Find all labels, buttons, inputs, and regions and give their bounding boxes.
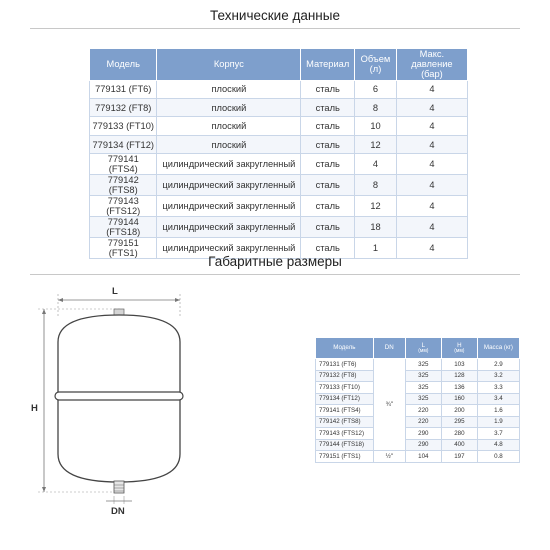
cell-l: 290 xyxy=(405,428,441,440)
cell-model: 779132 (FT8) xyxy=(90,99,157,117)
cell-mass: 3.4 xyxy=(477,393,519,405)
cell-mass: 4.8 xyxy=(477,439,519,451)
cell-model: 779144 (FTS18) xyxy=(316,439,374,451)
table-row xyxy=(90,217,468,238)
cell-l: 325 xyxy=(405,393,441,405)
dims-col-l-unit: (мм) xyxy=(418,347,429,354)
h-arrow-bottom xyxy=(42,487,46,492)
l-arrow-right xyxy=(175,298,180,302)
col-body: Корпус xyxy=(157,49,301,81)
table-row xyxy=(90,175,468,196)
cell-model: 779133 (FT10) xyxy=(316,382,374,394)
cell-model: 779151 (FTS1) xyxy=(90,238,157,259)
cell-body: цилиндрический закругленный xyxy=(157,154,301,175)
dims-heading: Габаритные размеры xyxy=(208,254,342,269)
cell-mass: 1.6 xyxy=(477,405,519,417)
cell-model: 779151 (FTS1) xyxy=(316,451,374,463)
cell-h: 400 xyxy=(441,439,477,451)
dims-table xyxy=(315,337,520,463)
h-arrow-top xyxy=(42,309,46,314)
cell-pressure: 4 xyxy=(396,217,467,238)
cell-body: цилиндрический закругленный xyxy=(157,196,301,217)
label-h: H xyxy=(31,403,38,414)
cell-pressure: 4 xyxy=(396,196,467,217)
tech-data-table xyxy=(89,48,468,259)
dims-col-l xyxy=(405,338,441,359)
cell-body: цилиндрический закругленный xyxy=(157,238,301,259)
cell-dn: ¾" xyxy=(373,359,405,451)
cell-model: 779144 (FTS18) xyxy=(90,217,157,238)
col-model: Модель xyxy=(90,49,157,81)
cell-model: 779134 (FT12) xyxy=(316,393,374,405)
dims-col-h xyxy=(441,338,477,359)
cell-mass: 3.7 xyxy=(477,428,519,440)
table-row xyxy=(316,405,520,417)
table-row xyxy=(90,117,468,135)
table-row xyxy=(90,196,468,217)
cell-volume: 12 xyxy=(355,135,397,153)
cell-dn: ½" xyxy=(373,451,405,463)
cell-h: 136 xyxy=(441,382,477,394)
cell-pressure: 4 xyxy=(396,175,467,196)
cell-volume: 12 xyxy=(355,196,397,217)
cell-model: 779142 (FTS8) xyxy=(316,416,374,428)
cell-volume: 8 xyxy=(355,175,397,196)
cell-material: сталь xyxy=(301,135,355,153)
tech-table-header xyxy=(90,49,468,81)
col-material: Материал xyxy=(301,49,355,81)
cell-mass: 2.9 xyxy=(477,359,519,371)
table-row xyxy=(316,359,520,371)
cell-material: сталь xyxy=(301,217,355,238)
cell-body: плоский xyxy=(157,99,301,117)
cell-model: 779134 (FT12) xyxy=(90,135,157,153)
cell-pressure: 4 xyxy=(396,135,467,153)
cell-l: 325 xyxy=(405,370,441,382)
col-volume-unit: (л) xyxy=(369,64,382,75)
label-dn: DN xyxy=(111,506,125,517)
tank-drawing xyxy=(30,282,200,522)
cell-mass: 0.8 xyxy=(477,451,519,463)
cell-h: 200 xyxy=(441,405,477,417)
label-l: L xyxy=(112,286,118,297)
cell-model: 779131 (FT6) xyxy=(316,359,374,371)
table-row xyxy=(90,154,468,175)
cell-model: 779132 (FT8) xyxy=(316,370,374,382)
table-row xyxy=(316,370,520,382)
cell-pressure: 4 xyxy=(396,80,467,98)
col-volume-label: Объем xyxy=(360,54,391,65)
table-row xyxy=(316,439,520,451)
cell-material: сталь xyxy=(301,117,355,135)
cell-model: 779143 (FTS12) xyxy=(90,196,157,217)
tank-weld-band xyxy=(55,392,183,400)
top-fitting xyxy=(114,309,124,315)
cell-body: цилиндрический закругленный xyxy=(157,175,301,196)
cell-body: цилиндрический закругленный xyxy=(157,217,301,238)
dims-col-l-label: L xyxy=(421,341,426,349)
cell-l: 325 xyxy=(405,359,441,371)
dims-col-model: Модель xyxy=(316,338,374,359)
cell-l: 220 xyxy=(405,416,441,428)
cell-volume: 8 xyxy=(355,99,397,117)
cell-pressure: 4 xyxy=(396,117,467,135)
cell-model: 779131 (FT6) xyxy=(90,80,157,98)
tech-data-heading: Технические данные xyxy=(210,8,340,23)
table-row xyxy=(316,416,520,428)
cell-h: 295 xyxy=(441,416,477,428)
cell-material: сталь xyxy=(301,154,355,175)
cell-model: 779133 (FT10) xyxy=(90,117,157,135)
table-row xyxy=(316,382,520,394)
cell-volume: 1 xyxy=(355,238,397,259)
cell-pressure: 4 xyxy=(396,99,467,117)
cell-pressure: 4 xyxy=(396,238,467,259)
cell-material: сталь xyxy=(301,80,355,98)
cell-h: 197 xyxy=(441,451,477,463)
cell-l: 104 xyxy=(405,451,441,463)
col-pressure xyxy=(396,49,467,81)
cell-model: 779143 (FTS12) xyxy=(316,428,374,440)
table-row xyxy=(316,451,520,463)
col-pressure-unit: (бар) xyxy=(421,69,443,80)
dims-col-h-label: H xyxy=(457,341,462,349)
table-row xyxy=(316,428,520,440)
cell-volume: 10 xyxy=(355,117,397,135)
dims-col-h-unit: (мм) xyxy=(454,347,465,354)
cell-model: 779142 (FTS8) xyxy=(90,175,157,196)
cell-material: сталь xyxy=(301,175,355,196)
cell-material: сталь xyxy=(301,99,355,117)
cell-volume: 4 xyxy=(355,154,397,175)
dims-table-header xyxy=(316,338,520,359)
dims-table-body xyxy=(316,359,520,463)
dims-col-dn: DN xyxy=(373,338,405,359)
dims-col-mass: Масса (кг) xyxy=(477,338,519,359)
table-row xyxy=(90,80,468,98)
cell-h: 160 xyxy=(441,393,477,405)
heading-divider-2 xyxy=(30,274,520,275)
cell-mass: 3.3 xyxy=(477,382,519,394)
cell-l: 290 xyxy=(405,439,441,451)
col-pressure-label: Макс. давление xyxy=(411,49,453,70)
cell-material: сталь xyxy=(301,196,355,217)
cell-mass: 1.9 xyxy=(477,416,519,428)
tech-table-body xyxy=(90,80,468,259)
cell-body: плоский xyxy=(157,135,301,153)
cell-h: 128 xyxy=(441,370,477,382)
cell-material: сталь xyxy=(301,238,355,259)
table-row xyxy=(90,99,468,117)
table-row xyxy=(90,135,468,153)
cell-l: 220 xyxy=(405,405,441,417)
cell-body: плоский xyxy=(157,80,301,98)
cell-model: 779141 (FTS4) xyxy=(90,154,157,175)
cell-mass: 3.2 xyxy=(477,370,519,382)
cell-volume: 18 xyxy=(355,217,397,238)
cell-h: 103 xyxy=(441,359,477,371)
l-arrow-left xyxy=(58,298,63,302)
cell-l: 325 xyxy=(405,382,441,394)
col-volume xyxy=(355,49,397,81)
cell-volume: 6 xyxy=(355,80,397,98)
table-row xyxy=(316,393,520,405)
cell-model: 779141 (FTS4) xyxy=(316,405,374,417)
cell-body: плоский xyxy=(157,117,301,135)
cell-pressure: 4 xyxy=(396,154,467,175)
heading-divider xyxy=(30,28,520,29)
cell-h: 280 xyxy=(441,428,477,440)
